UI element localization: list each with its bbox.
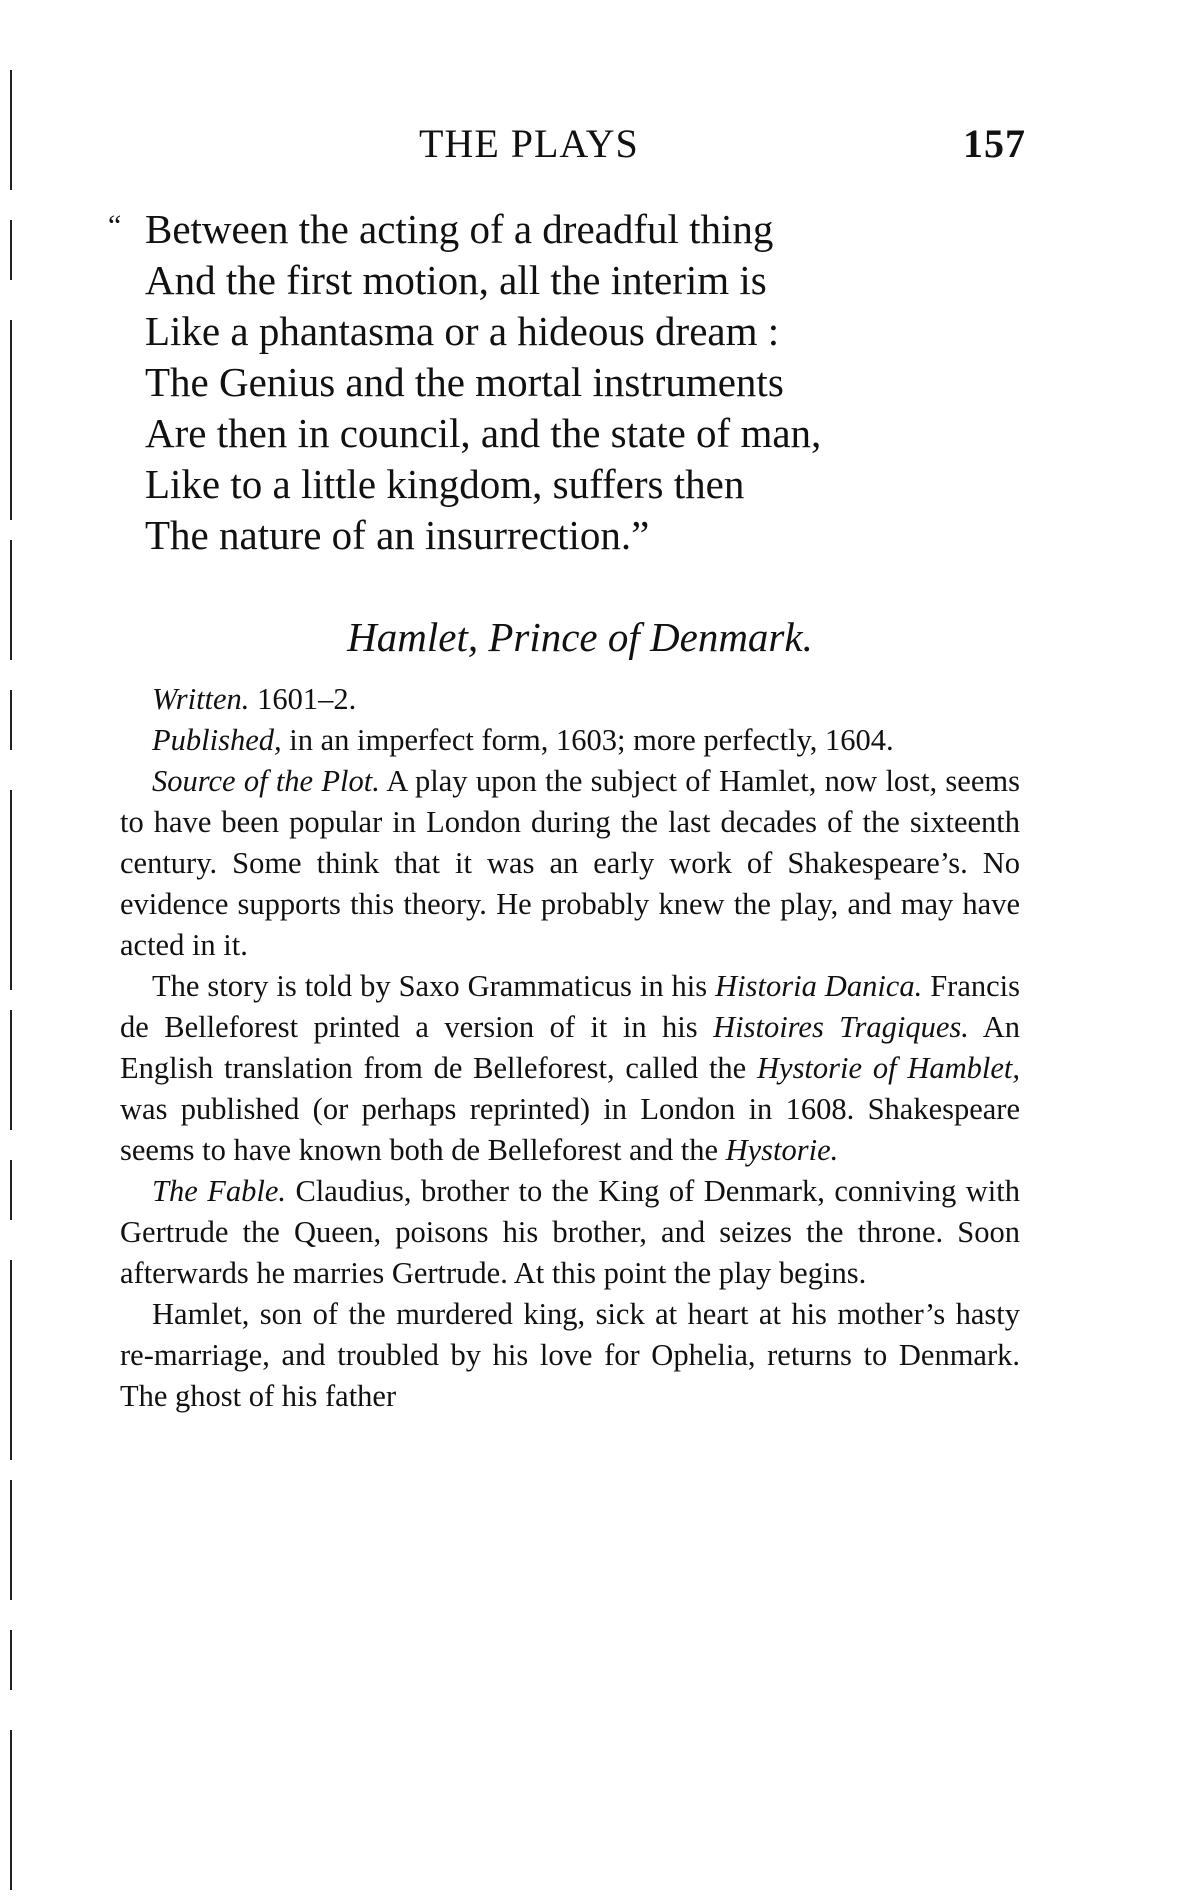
verse-line: Between the acting of a dreadful thing [145,206,774,252]
source-label: Source of the Plot. [152,764,380,798]
verse-line: Like to a little kingdom, suffers then [145,461,745,507]
written-text: 1601–2. [257,682,357,716]
verse-quotation [108,204,1020,561]
fable-text: Claudius, brother to the King of Denmark, conniving with Gertrude the Queen, poisons his brother, and seizes the throne. Soon afterwards he marries Gertrude. At this point the play begins. [120,1174,1020,1290]
paragraph-story [120,966,1020,1171]
paragraph-written [120,679,1020,720]
story-text: An English translation from de Belleforest, called the [120,1010,1020,1085]
published-label: Published, [152,723,282,757]
story-text: was published (or perhaps reprinted) in London in 1608. Shakespeare seems to have known both de Belleforest and the [120,1092,1020,1167]
verse-line: Are then in council, and the state of man, [145,410,822,456]
page-number: 157 [963,121,1026,166]
story-title-hystorie-short: Hystorie. [725,1133,839,1167]
section-heading: Hamlet, Prince of Denmark. [347,614,813,660]
book-page [108,120,1026,1417]
story-title-hystorie: Hystorie of Hamblet, [757,1051,1020,1085]
opening-quote-mark: “ [108,209,122,242]
fable-label: The Fable. [152,1174,286,1208]
verse-line: The nature of an insurrection.” [145,512,650,558]
published-text: in an imperfect form, 1603; more perfectly, 1604. [289,723,894,757]
story-text: Francis de Belleforest printed a version of it in his [120,969,1020,1044]
hamlet-text: Hamlet, son of the murdered king, sick at heart at his mother’s hasty re-marriage, and troubled by his love for Ophelia, returns to Denmark. The ghost of his father [120,1297,1020,1413]
paragraph-source [120,761,1020,966]
story-title-histoires: Histoires Tragiques. [713,1010,969,1044]
paragraph-hamlet [120,1294,1020,1417]
story-title-historia: Historia Danica. [715,969,923,1003]
binding-edge [10,70,13,1890]
verse-line: The Genius and the mortal instruments [145,359,784,405]
running-head-title: THE PLAYS [419,121,639,166]
paragraph-published [120,720,1020,761]
story-text: The story is told by Saxo Grammaticus in his [152,969,708,1003]
source-text: A play upon the subject of Hamlet, now lost, seems to have been popular in London during the last decades of the sixteenth century. Some think that it was an early work of Shakespeare’s. No evidence supports this theory. He probably knew the play, and may have acted in it. [120,764,1020,962]
running-head [120,120,1026,180]
written-label: Written. [152,682,250,716]
paragraph-fable [120,1171,1020,1294]
body-text [120,679,1020,1417]
verse-line: And the first motion, all the interim is [145,257,767,303]
verse-line: Like a phantasma or a hideous dream : [145,308,780,354]
